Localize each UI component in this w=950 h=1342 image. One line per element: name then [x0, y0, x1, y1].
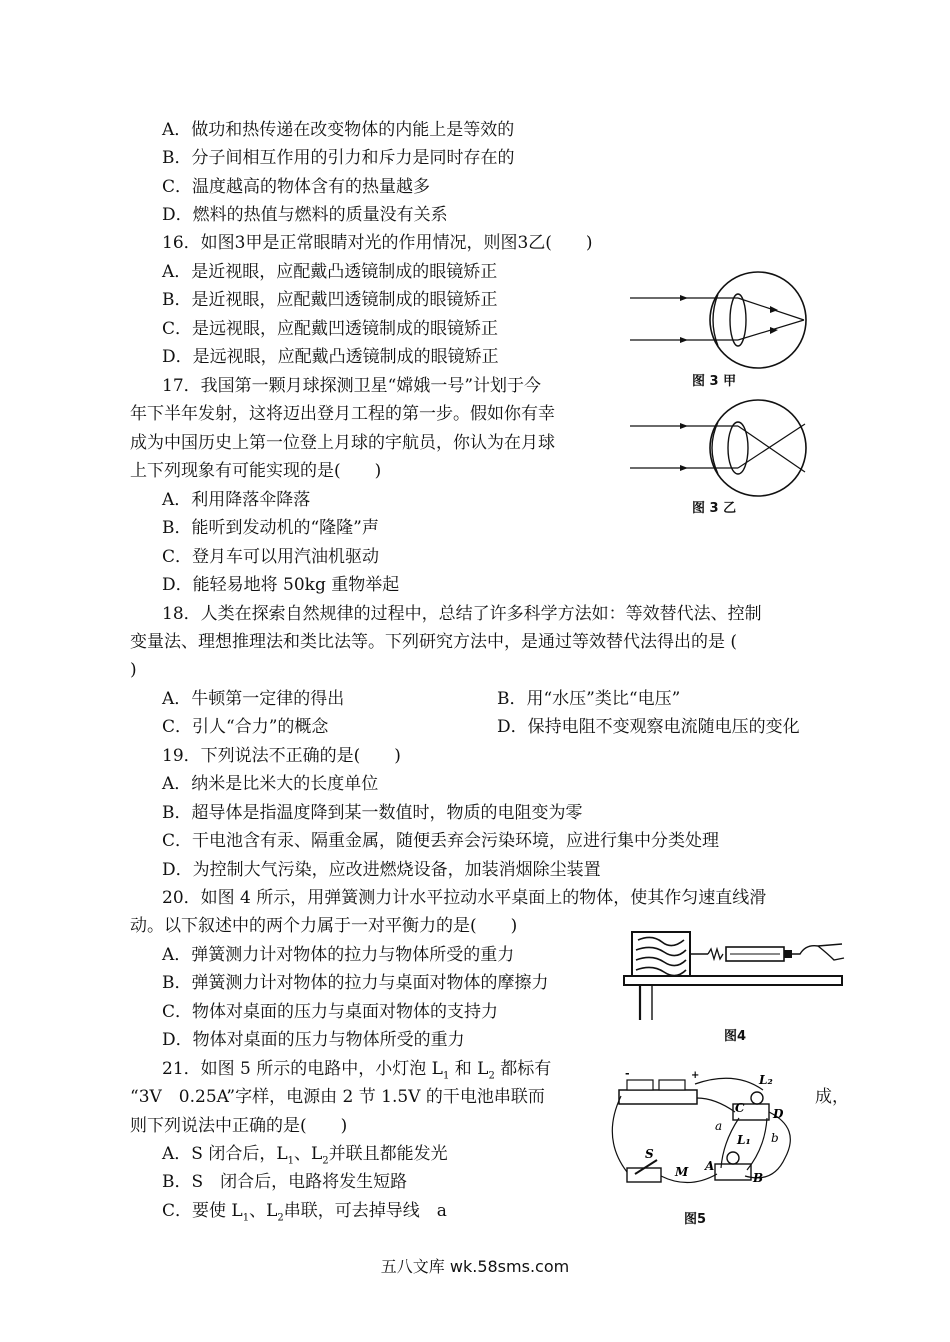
- q19-option-b: B．超导体是指温度降到某一数值时，物质的电阻变为零: [162, 803, 583, 823]
- figure-3a-normal-eye: [630, 260, 830, 370]
- figure-5-caption: 图5: [684, 1212, 707, 1227]
- svg-text:S: S: [645, 1147, 654, 1161]
- svg-text:A: A: [705, 1159, 715, 1173]
- figure-3b-caption: 图 3 乙: [692, 501, 737, 516]
- q20-line-1: 20．如图 4 所示，用弹簧测力计水平拉动水平桌面上的物体，使其作匀速直线滑: [162, 888, 767, 908]
- q15-option-b: B．分子间相互作用的引力和斥力是同时存在的: [162, 148, 515, 168]
- q21-line-3: 则下列说法中正确的是( ): [130, 1116, 348, 1136]
- q20-option-c: C．物体对桌面的压力与桌面对物体的支持力: [162, 1002, 499, 1022]
- q21-option-c: C．要使 $L_1$、$L_2$串联，可去掉导线 a: [162, 1201, 447, 1224]
- q17-line-4: 上下列现象有可能实现的是( ): [130, 461, 382, 481]
- q19-stem: 19．下列说法不正确的是( ): [162, 746, 401, 766]
- svg-text:a: a: [715, 1119, 723, 1133]
- q18-line-1: 18．人类在探索自然规律的过程中，总结了许多科学方法如：等效替代法、控制: [162, 604, 762, 624]
- q21-option-b: B．S 闭合后，电路将发生短路: [162, 1172, 408, 1192]
- q21-line-2: “3V 0.25A”字样，电源由 2 节 1.5V 的干电池串联而: [130, 1087, 545, 1107]
- q16-stem: 16．如图3甲是正常眼睛对光的作用情况，则图3乙( ): [162, 233, 593, 253]
- svg-text:b: b: [771, 1131, 779, 1145]
- q21-option-a: A．S 闭合后，$L_1$、$L_2$并联且都能发光: [162, 1144, 448, 1167]
- q18-option-b: B．用“水压”类比“电压”: [497, 689, 681, 709]
- q20-option-b: B．弹簧测力计对物体的拉力与桌面对物体的摩擦力: [162, 973, 549, 993]
- label-l2: L₂: [759, 1073, 773, 1087]
- q16-option-d: D．是远视眼，应配戴凸透镜制成的眼镜矫正: [162, 347, 499, 367]
- q19-option-a: A．纳米是比米大的长度单位: [162, 774, 379, 794]
- q17-line-1: 17．我国第一颗月球探测卫星“嫦娥一号”计划于今: [162, 376, 542, 396]
- page-footer: 五八文库 wk.58sms.com: [380, 1257, 570, 1276]
- q20-option-a: A．弹簧测力计对物体的拉力与物体所受的重力: [162, 945, 515, 965]
- figure-3a-caption: 图 3 甲: [692, 374, 737, 389]
- q17-option-d: D．能轻易地将 50kg 重物举起: [162, 575, 400, 595]
- q20-option-d: D．物体对桌面的压力与物体所受的重力: [162, 1030, 465, 1050]
- figure-5-circuit: [605, 1068, 805, 1198]
- svg-text:D: D: [773, 1107, 784, 1121]
- q21-line-2-end: 成，: [815, 1087, 849, 1107]
- q15-option-d: D．燃料的热值与燃料的质量没有关系: [162, 205, 448, 225]
- q18-option-a: A．牛顿第一定律的得出: [162, 689, 345, 709]
- q17-line-2: 年下半年发射，这将迈出登月工程的第一步。假如你有幸: [130, 404, 555, 424]
- q17-option-c: C．登月车可以用汽油机驱动: [162, 547, 380, 567]
- q19-option-c: C．干电池含有汞、隔重金属，随便丢弃会污染环境，应进行集中分类处理: [162, 831, 720, 851]
- q18-option-d: D．保持电阻不变观察电流随电压的变化: [497, 717, 800, 737]
- q18-option-c: C．引人“合力”的概念: [162, 717, 329, 737]
- q17-option-b: B．能听到发动机的“隆隆”声: [162, 518, 379, 538]
- q19-option-d: D．为控制大气污染，应改进燃烧设备，加装消烟除尘装置: [162, 860, 601, 880]
- q16-option-a: A．是近视眼，应配戴凸透镜制成的眼镜矫正: [162, 262, 498, 282]
- q20-line-2: 动。以下叙述中的两个力属于一对平衡力的是( ): [130, 916, 518, 936]
- q18-line-3: ): [130, 660, 137, 680]
- q16-option-b: B．是近视眼，应配戴凹透镜制成的眼镜矫正: [162, 290, 498, 310]
- q16-option-c: C．是远视眼，应配戴凹透镜制成的眼镜矫正: [162, 319, 499, 339]
- svg-text:B: B: [753, 1171, 764, 1185]
- figure-3b-eye: [630, 390, 830, 500]
- q17-option-a: A．利用降落伞降落: [162, 490, 311, 510]
- figure-4-spring-scale: [622, 920, 847, 1020]
- q21-line-1: 21．如图 5 所示的电路中，小灯泡 $L_1$ 和 $L_2$ 都标有: [162, 1059, 552, 1082]
- q17-line-3: 成为中国历史上第一位登上月球的宇航员，你认为在月球: [130, 433, 555, 453]
- q15-option-c: C．温度越高的物体含有的热量越多: [162, 177, 431, 197]
- q15-option-a: A．做功和热传递在改变物体的内能上是等效的: [162, 120, 515, 140]
- svg-text:-: -: [625, 1068, 630, 1080]
- svg-text:+: +: [691, 1070, 700, 1081]
- figure-4-caption: 图4: [724, 1029, 747, 1044]
- svg-text:L₁: L₁: [737, 1133, 751, 1147]
- svg-text:C: C: [735, 1101, 745, 1115]
- svg-text:M: M: [675, 1165, 689, 1179]
- q18-line-2: 变量法、理想推理法和类比法等。下列研究方法中，是通过等效替代法得出的是 (: [130, 632, 738, 652]
